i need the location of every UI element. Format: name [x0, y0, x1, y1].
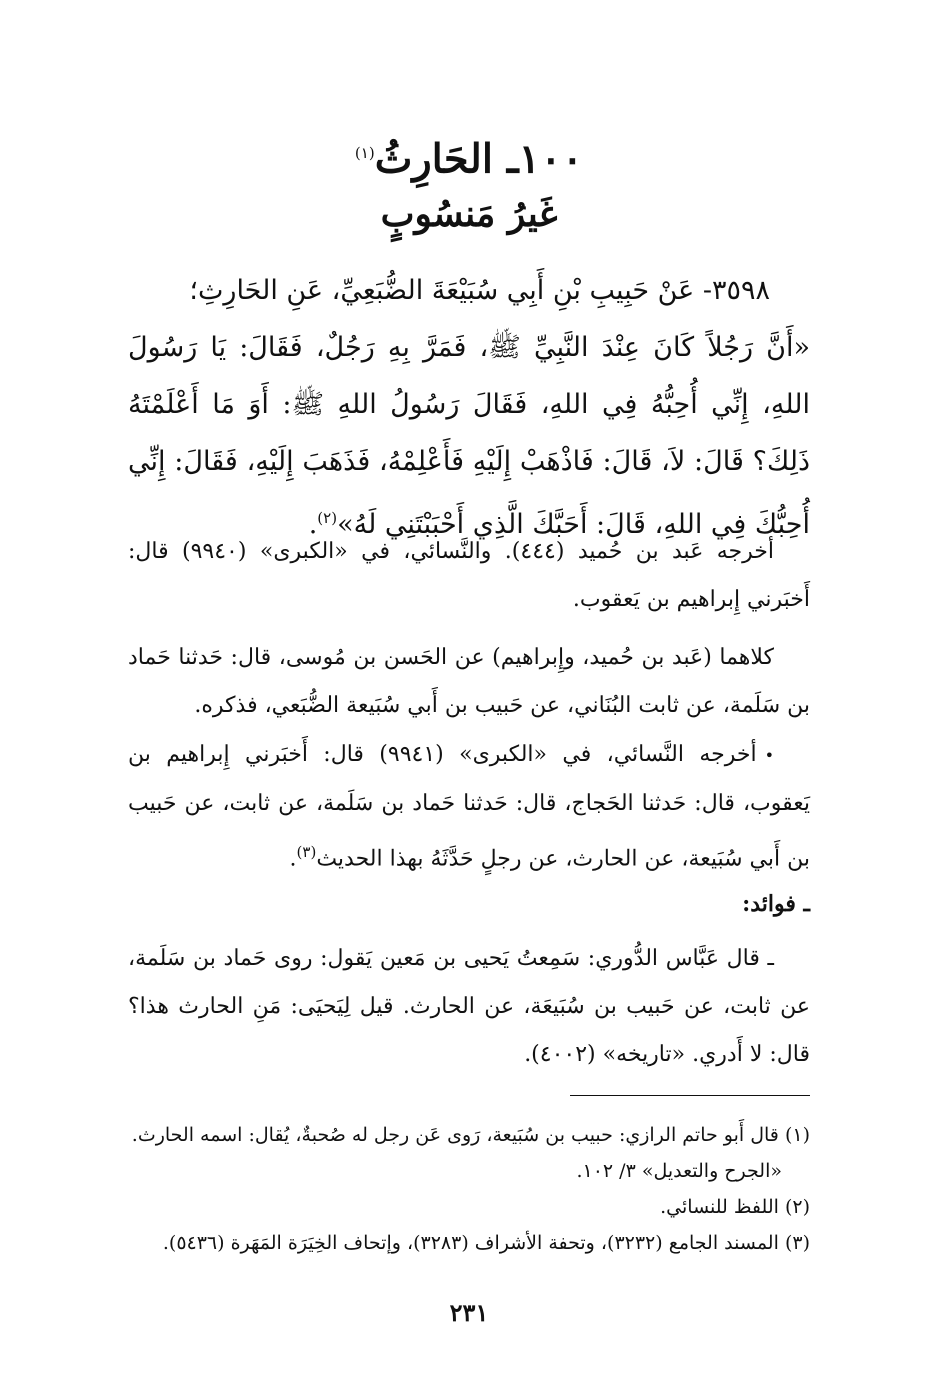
takhrij-text-3-body: أخرجه النَّسائي، في «الكبرى» (٩٩٤١) قال: أَخبَرني إِبراهيم بن يَعقوب، قال: حَدثنا الحَجاج، قال: حَدثنا حَماد بن سَلَمة، عن ثابت، عن حَبيب بن أَبي سُبَيعة، عن الحارث، عن رجلٍ حَدَّثَهُ بهذا الحديث	[128, 742, 810, 872]
footnote-3-number: (٣)	[784, 1232, 810, 1254]
footnotes	[128, 1118, 810, 1262]
takhrij-paragraph-3	[128, 731, 810, 883]
footnote-marker-2[interactable]: (٢)	[317, 509, 338, 527]
footnote-2-text: اللفظ للنسائي.	[660, 1196, 779, 1218]
hadith-matn-text: «أَنَّ رَجُلاً كَانَ عِنْدَ النَّبِيِّ ﷺ، فَمَرَّ بِهِ رَجُلٌ، فَقَالَ: يَا رَسُولَ اللهِ، إِنِّي أُحِبُّهُ فِي اللهِ، فَقَالَ رَسُولُ اللهِ ﷺ: أَوَ مَا أَعْلَمْتَهُ ذَلِكَ؟ قَالَ: لاَ، قَالَ: فَاذْهَبْ إِلَيْهِ فَأَعْلِمْهُ، فَذَهَبَ إِلَيْهِ، فَقَالَ: إِنِّي أُحِبُّكَ فِي اللهِ، قَالَ: أَحَبَّكَ الَّذِي أَحْبَبْتَنِي لَهُ»	[128, 332, 810, 540]
takhrij-paragraph-1	[128, 528, 810, 624]
hadith-matn-end: .	[308, 509, 318, 540]
takhrij-paragraph-2	[128, 634, 810, 730]
chapter-subtitle: غَيرُ مَنسُوبٍ	[380, 193, 558, 235]
page-number: ٢٣١	[449, 1298, 489, 1327]
hadith-isnad: ٣٥٩٨- عَنْ حَبِيبِ بْنِ أَبِي سُبَيْعَةَ الضُّبَعِيِّ، عَنِ الحَارِثِ؛	[189, 275, 770, 306]
footnote-2	[128, 1190, 810, 1224]
fawaid-paragraph	[128, 935, 810, 1079]
footnote-2-number: (٢)	[784, 1196, 810, 1218]
footnote-1-number: (١)	[784, 1124, 810, 1146]
takhrij-text-2: كلاهما (عَبد بن حُميد، وإِبراهيم) عن الحَسن بن مُوسى، قال: حَدثنا حَماد بن سَلَمة، عن ثابت البُنَاني، عن حَبيب بن أَبي سُبَيعة الضُّبَعي، فذكره.	[128, 645, 810, 718]
takhrij-text-3-end: .	[289, 846, 297, 872]
hadith-matn	[128, 319, 810, 553]
chapter-title	[0, 125, 938, 187]
fawaid-text: ـ قال عَبَّاس الدُّوري: سَمِعتُ يَحيى بن مَعين يَقول: روى حَماد بن سَلَمة، عن ثابت، عن حَبيب بن سُبَيعَة، عن الحارث. قيل لِيَحيَى: مَنِ الحارث هذا؟ قال: لا أَدري. «تاريخه» (٤٠٠٢).	[128, 946, 810, 1067]
fawaid-heading: ـ فوائد:	[742, 891, 810, 917]
fawaid-heading-block	[128, 880, 810, 928]
footnote-3-text: المسند الجامع (٣٢٣٢)، وتحفة الأشراف (٣٢٨٣)، وإتحاف الخِيَرَة المَهَرة (٥٤٣٦).	[162, 1232, 779, 1254]
footnote-marker-3[interactable]: (٣)	[296, 843, 317, 861]
footnote-1	[128, 1118, 810, 1152]
takhrij-text-1: أخرجه عَبد بن حُميد (٤٤٤). والنَّسائي، في «الكبرى» (٩٩٤٠) قال: أَخبَرني إِبراهيم بن يَعقوب.	[128, 539, 810, 612]
footnote-1-continuation: «الجرح والتعديل» ٣/ ١٠٢.	[576, 1160, 782, 1182]
chapter-number-title: ١٠٠ـ الحَارِثُ	[374, 135, 584, 183]
footnote-divider	[570, 1095, 810, 1096]
footnote-marker-1[interactable]: (١)	[354, 144, 375, 162]
footnote-3	[128, 1226, 810, 1260]
hadith-text	[128, 262, 810, 553]
takhrij-text-3	[128, 731, 810, 883]
footnote-1-text: قال أَبو حاتم الرازي: حبيب بن سُبَيعة، رَوى عَن رجل له صُحبةٌ، يُقال: اسمه الحارث.	[131, 1124, 779, 1146]
bullet-icon: •	[764, 746, 774, 765]
